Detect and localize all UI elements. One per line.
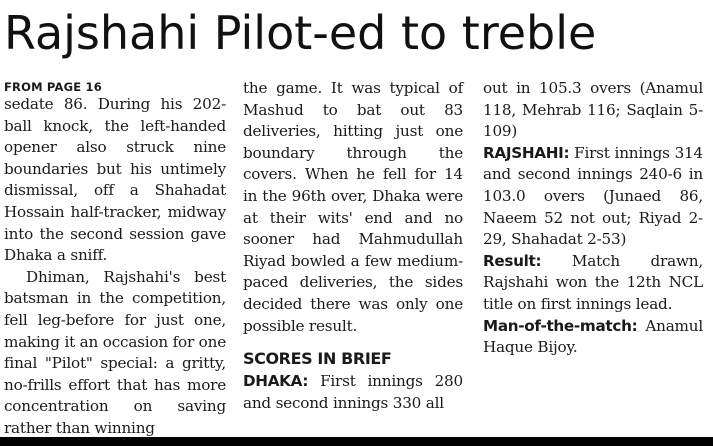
man-of-the-match — [483, 316, 703, 359]
headline: Rajshahi Pilot-ed to treble — [4, 6, 597, 60]
bottom-rule — [0, 437, 713, 446]
result — [483, 251, 703, 316]
dhaka-text: First innings 280 and second innings 330 all — [243, 372, 463, 412]
scores-heading: SCORES IN BRIEF — [243, 349, 392, 369]
motm-text: Anamul Haque Bijoy. — [483, 316, 703, 357]
column-3 — [483, 78, 703, 359]
dhaka-label: DHAKA: — [243, 372, 309, 391]
rajshahi-score — [483, 143, 703, 251]
column-2 — [243, 78, 463, 414]
paragraph-3: the game. It was typical of Mashud to bat out 83 deliveries, hitting just one boundary through the covers. When he fell for 14 in the 96th over, Dhaka were at their wits' end and no sooner had Mahmudullah Riyad bowled a few medium-paced deliveries, the sides decided there was only one possible result. — [243, 79, 463, 335]
rajshahi-text: First innings 314 and second innings 240-6 in 103.0 overs (Junaed 86, Naeem 52 not out; Riyad 2-29, Shahadat 2-53) — [483, 143, 703, 249]
paragraph-1: sedate 86. During his 202-ball knock, the left-handed opener also struck nine boundaries but his untimely dismissal, off a Shahadat Hossain half-tracker, midway into the second session gave Dhaka a sniff. — [4, 95, 226, 265]
dhaka-score-cont: out in 105.3 overs (Anamul 118, Mehrab 116; Saqlain 5-109) — [483, 79, 703, 141]
result-text: Match drawn, Rajshahi won the 12th NCL title on first innings lead. — [483, 251, 703, 313]
dhaka-score — [243, 371, 463, 414]
rajshahi-label: RAJSHAHI: — [483, 143, 570, 162]
motm-label: Man-of-the-match: — [483, 316, 638, 335]
column-1 — [4, 78, 226, 440]
continued-from-label: FROM PAGE 16 — [4, 80, 102, 94]
paragraph-2: Dhiman, Rajshahi's best batsman in the competition, fell leg-before for just one, making it an occasion for one final "Pilot" special: a gritty, no-frills effort that has more concentration on saving rather than winning — [4, 267, 226, 437]
result-label: Result: — [483, 251, 542, 270]
